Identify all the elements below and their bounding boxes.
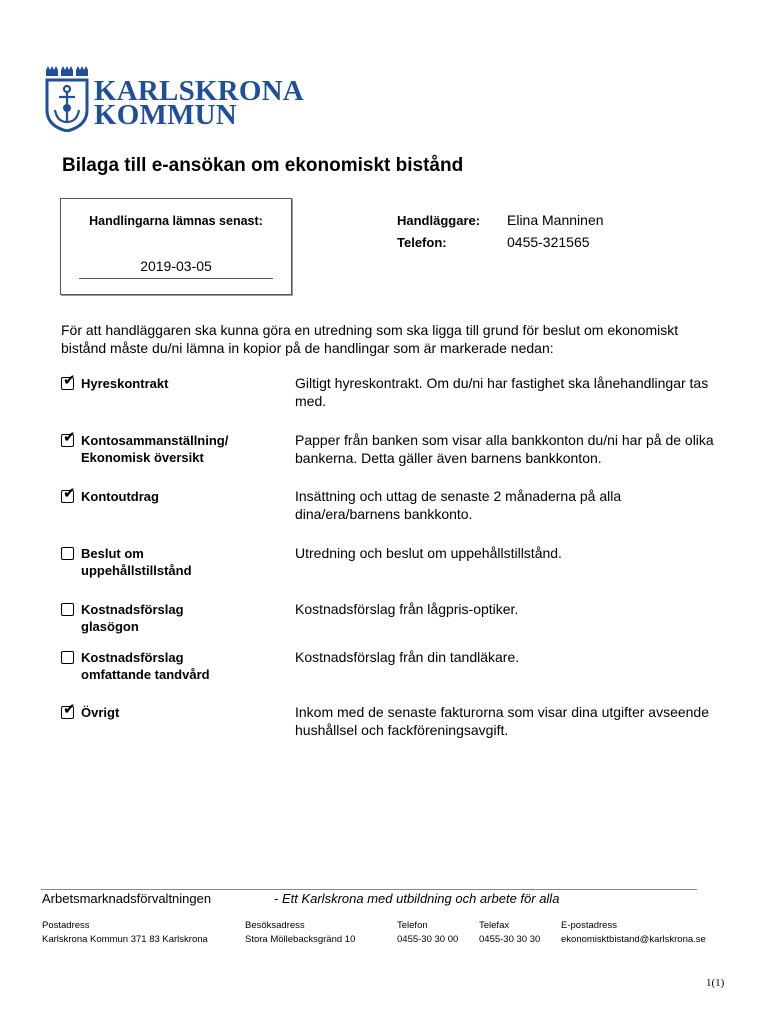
checkbox-checked[interactable] <box>61 485 76 503</box>
checkbox-unchecked[interactable] <box>61 547 74 560</box>
footer-postal-header: Postadress <box>42 920 90 931</box>
checklist-item-description: Papper från banken som visar alla bankkonton du/ni har på de olika bankerna. Detta gäller även barnens bankkonton. <box>295 432 714 466</box>
deadline-box <box>60 198 292 295</box>
checklist-item <box>61 651 711 691</box>
checklist-item-description: Kostnadsförslag från din tandläkare. <box>295 649 520 665</box>
checklist-item-label: Kostnadsförslag glasögon <box>81 602 184 634</box>
checklist-item-label: Kostnadsförslag omfattande tandvård <box>81 650 210 682</box>
checkmark-icon: ✔ <box>63 372 76 389</box>
checklist-item-description: Utredning och beslut om uppehållstillstånd. <box>295 545 562 561</box>
deadline-label: Handlingarna lämnas senast: <box>89 214 263 228</box>
footer-email-value: ekonomisktbistand@karlskrona.se <box>561 934 706 945</box>
checklist-item-description: Kostnadsförslag från lågpris-optiker. <box>295 601 519 617</box>
karlskrona-logo <box>44 66 314 136</box>
logo-line-2: KOMMUN <box>94 99 237 131</box>
footer-phone-value: 0455-30 30 00 <box>397 934 459 945</box>
checklist-item <box>61 701 711 746</box>
document-title: Bilaga till e-ansökan om ekonomiskt bistånd <box>62 155 464 176</box>
checkmark-icon: ✔ <box>63 485 76 502</box>
checkmark-icon: ✔ <box>63 701 76 718</box>
checkbox-checked[interactable] <box>61 372 76 390</box>
checklist-item-label: Kontosammanställning/ Ekonomisk översikt <box>81 433 229 465</box>
deadline-date: 2019-03-05 <box>140 258 212 274</box>
checkbox-unchecked[interactable] <box>61 603 74 616</box>
checklist-item <box>61 547 711 587</box>
checklist-item-label: Kontoutdrag <box>81 489 159 504</box>
footer-org: Arbetsmarknadsförvaltningen <box>42 891 212 906</box>
checklist-item <box>61 603 711 643</box>
intro-text: För att handläggaren ska kunna göra en utredning som ska ligga till grund för beslut om ekonomiskt bistånd måste du/ni lämna in kopior på de handlingar som är markerade nedan: <box>61 322 679 356</box>
checkbox-unchecked[interactable] <box>61 651 74 664</box>
checklist-item-description: Inkom med de senaste fakturorna som visar dina utgifter avseende hushållsel och fackföreningsavgift. <box>295 704 709 738</box>
handler-value: Elina Manninen <box>507 212 604 228</box>
footer-slogan: - Ett Karlskrona med utbildning och arbete för alla <box>274 891 560 906</box>
footer-divider <box>41 889 697 890</box>
checklist-item-label: Beslut om uppehållstillstånd <box>81 546 192 578</box>
checklist-item <box>61 372 711 417</box>
checkbox-checked[interactable] <box>61 701 76 719</box>
coat-of-arms-icon <box>44 66 90 132</box>
footer-visit-header: Besöksadress <box>245 920 305 931</box>
footer-phone-header: Telefon <box>397 920 428 931</box>
phone-label: Telefon: <box>397 235 447 250</box>
footer-email-header: E-postadress <box>561 920 617 931</box>
checkbox-checked[interactable] <box>61 429 76 447</box>
page-number: 1(1) <box>706 977 725 989</box>
handler-label: Handläggare: <box>397 213 481 228</box>
checklist-item-description: Insättning och uttag de senaste 2 månaderna på alla dina/era/barnens bankkonto. <box>295 488 622 522</box>
checklist-item <box>61 429 714 474</box>
logo-line-1: KARLSKRONA <box>94 75 304 107</box>
footer-visit-value: Stora Möllebacksgränd 10 <box>245 934 356 945</box>
checklist-item-label: Hyreskontrakt <box>81 376 169 391</box>
checkmark-icon: ✔ <box>63 429 76 446</box>
phone-value: 0455-321565 <box>507 234 590 250</box>
checklist-item <box>61 485 711 530</box>
checklist-item-label: Övrigt <box>81 705 120 720</box>
footer-fax-header: Telefax <box>479 920 510 931</box>
checklist-item-description: Giltigt hyreskontrakt. Om du/ni har fastighet ska lånehandlingar tas med. <box>295 375 709 409</box>
footer-fax-value: 0455-30 30 30 <box>479 934 541 945</box>
deadline-underline <box>79 278 273 279</box>
footer-postal-value: Karlskrona Kommun 371 83 Karlskrona <box>42 934 208 945</box>
